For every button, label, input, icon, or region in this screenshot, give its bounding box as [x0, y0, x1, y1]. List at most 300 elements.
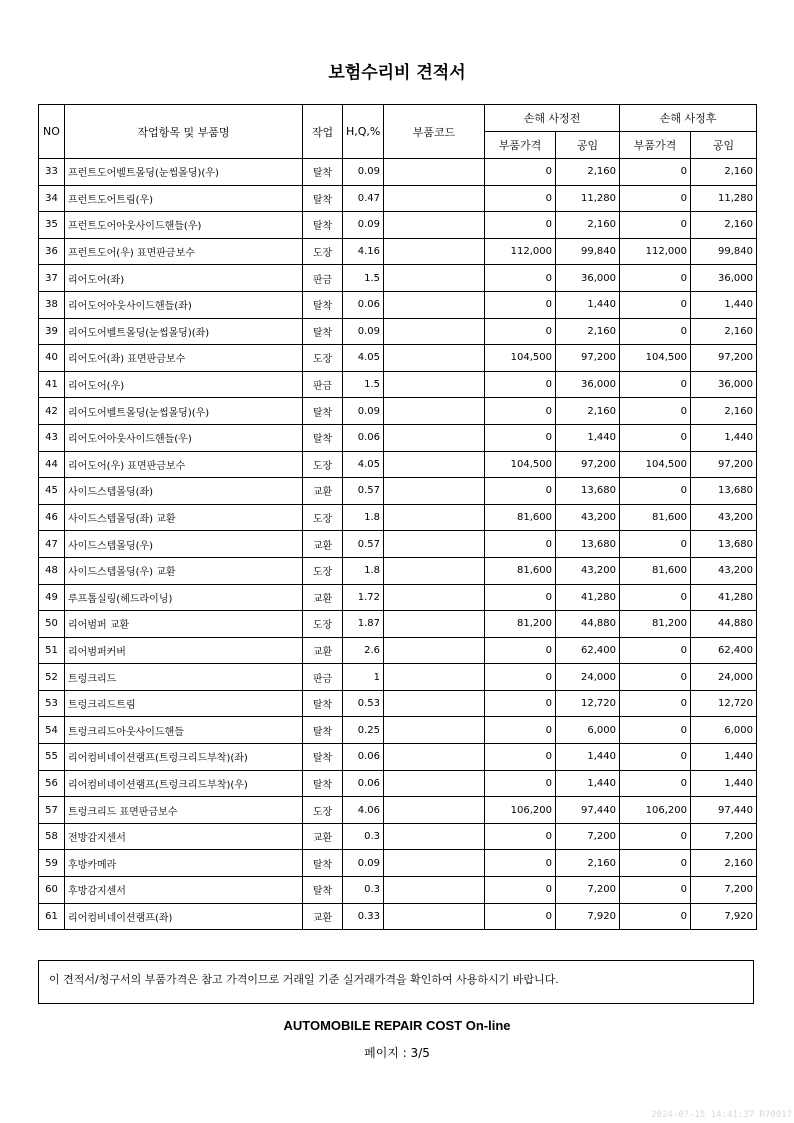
row-work-type: 탈착 — [303, 159, 343, 186]
header-work: 작업 — [303, 105, 343, 159]
footer-brand: AUTOMOBILE REPAIR COST On-line — [283, 1018, 511, 1033]
row-item-name: 리어도어아웃사이드핸들(좌) — [65, 291, 303, 318]
row-before-part-price: 0 — [485, 850, 556, 877]
row-before-labor: 13,680 — [556, 531, 620, 558]
row-hq: 4.06 — [343, 797, 384, 824]
row-hq: 4.05 — [343, 451, 384, 478]
row-no: 52 — [39, 664, 65, 691]
row-before-part-price: 0 — [485, 664, 556, 691]
row-before-part-price: 0 — [485, 265, 556, 292]
row-after-part-price: 81,200 — [620, 611, 691, 638]
table-row — [39, 451, 757, 478]
table-row — [39, 557, 757, 584]
row-before-part-price: 81,600 — [485, 504, 556, 531]
row-hq: 0.09 — [343, 159, 384, 186]
row-before-part-price: 0 — [485, 185, 556, 212]
row-no: 41 — [39, 371, 65, 398]
row-part-code — [384, 371, 485, 398]
row-no: 37 — [39, 265, 65, 292]
row-part-code — [384, 212, 485, 239]
row-after-part-price: 0 — [620, 159, 691, 186]
row-item-name: 리어도어아웃사이드핸들(우) — [65, 424, 303, 451]
row-item-name: 사이드스텝몰딩(좌) 교환 — [65, 504, 303, 531]
row-no: 55 — [39, 744, 65, 771]
row-work-type: 도장 — [303, 504, 343, 531]
row-after-part-price: 0 — [620, 850, 691, 877]
header-hq: H,Q,% — [343, 105, 384, 159]
print-timestamp: 2024-07-15 14:41:37 R70017 — [651, 1110, 792, 1120]
row-before-part-price: 0 — [485, 212, 556, 239]
row-before-labor: 2,160 — [556, 850, 620, 877]
row-work-type: 탈착 — [303, 850, 343, 877]
document-title: 보험수리비 견적서 — [328, 63, 466, 83]
row-no: 36 — [39, 238, 65, 265]
header-after-assessment: 손해 사정후 — [620, 105, 757, 132]
table-row — [39, 690, 757, 717]
table-row — [39, 478, 757, 505]
table-row — [39, 504, 757, 531]
row-after-labor: 2,160 — [691, 159, 757, 186]
row-after-part-price: 0 — [620, 265, 691, 292]
row-item-name: 트렁크리드트림 — [65, 690, 303, 717]
row-no: 46 — [39, 504, 65, 531]
row-work-type: 탈착 — [303, 717, 343, 744]
row-no: 34 — [39, 185, 65, 212]
row-after-part-price: 0 — [620, 398, 691, 425]
row-hq: 0.57 — [343, 531, 384, 558]
row-after-labor: 43,200 — [691, 504, 757, 531]
row-hq: 0.06 — [343, 744, 384, 771]
row-item-name: 사이드스텝몰딩(우) — [65, 531, 303, 558]
header-item: 작업항목 및 부품명 — [65, 105, 303, 159]
row-item-name: 사이드스텝몰딩(좌) — [65, 478, 303, 505]
table-row — [39, 424, 757, 451]
table-row — [39, 291, 757, 318]
row-part-code — [384, 265, 485, 292]
row-hq: 4.16 — [343, 238, 384, 265]
header-after-labor: 공임 — [691, 132, 757, 159]
row-before-part-price: 0 — [485, 371, 556, 398]
row-work-type: 교환 — [303, 531, 343, 558]
row-no: 48 — [39, 557, 65, 584]
row-no: 54 — [39, 717, 65, 744]
table-row — [39, 265, 757, 292]
row-part-code — [384, 611, 485, 638]
row-after-part-price: 81,600 — [620, 557, 691, 584]
row-no: 58 — [39, 823, 65, 850]
row-before-labor: 36,000 — [556, 265, 620, 292]
row-before-part-price: 106,200 — [485, 797, 556, 824]
row-work-type: 탈착 — [303, 185, 343, 212]
row-before-labor: 97,440 — [556, 797, 620, 824]
row-before-part-price: 81,600 — [485, 557, 556, 584]
table-row — [39, 797, 757, 824]
table-row — [39, 664, 757, 691]
row-before-part-price: 0 — [485, 531, 556, 558]
row-after-labor: 44,880 — [691, 611, 757, 638]
table-row — [39, 398, 757, 425]
row-item-name: 후방카메라 — [65, 850, 303, 877]
row-no: 43 — [39, 424, 65, 451]
row-before-labor: 1,440 — [556, 770, 620, 797]
row-part-code — [384, 797, 485, 824]
header-part-code: 부품코드 — [384, 105, 485, 159]
table-row — [39, 345, 757, 372]
row-before-labor: 41,280 — [556, 584, 620, 611]
row-after-labor: 2,160 — [691, 850, 757, 877]
row-after-labor: 24,000 — [691, 664, 757, 691]
row-before-labor: 11,280 — [556, 185, 620, 212]
row-before-part-price: 0 — [485, 877, 556, 904]
row-item-name: 프런트도어아웃사이드핸들(우) — [65, 212, 303, 239]
row-hq: 0.09 — [343, 318, 384, 345]
row-item-name: 리어도어벨트몰딩(눈썹몰딩)(우) — [65, 398, 303, 425]
table-row — [39, 371, 757, 398]
row-no: 59 — [39, 850, 65, 877]
row-item-name: 리어도어벨트몰딩(눈썹몰딩)(좌) — [65, 318, 303, 345]
row-hq: 0.25 — [343, 717, 384, 744]
row-part-code — [384, 770, 485, 797]
row-work-type: 도장 — [303, 557, 343, 584]
row-hq: 0.47 — [343, 185, 384, 212]
row-after-labor: 1,440 — [691, 424, 757, 451]
row-part-code — [384, 531, 485, 558]
row-part-code — [384, 850, 485, 877]
row-before-part-price: 0 — [485, 584, 556, 611]
row-before-labor: 44,880 — [556, 611, 620, 638]
row-part-code — [384, 398, 485, 425]
row-no: 33 — [39, 159, 65, 186]
row-no: 60 — [39, 877, 65, 904]
row-after-labor: 11,280 — [691, 185, 757, 212]
row-item-name: 프런트도어(우) 표면판금보수 — [65, 238, 303, 265]
row-work-type: 교환 — [303, 823, 343, 850]
row-no: 42 — [39, 398, 65, 425]
row-after-labor: 43,200 — [691, 557, 757, 584]
row-before-part-price: 0 — [485, 318, 556, 345]
row-before-part-price: 0 — [485, 744, 556, 771]
row-after-labor: 2,160 — [691, 212, 757, 239]
row-item-name: 프런트도어트림(우) — [65, 185, 303, 212]
row-work-type: 탈착 — [303, 212, 343, 239]
row-after-labor: 7,920 — [691, 903, 757, 930]
row-after-labor: 99,840 — [691, 238, 757, 265]
row-before-labor: 6,000 — [556, 717, 620, 744]
row-no: 49 — [39, 584, 65, 611]
row-after-part-price: 0 — [620, 478, 691, 505]
row-before-labor: 2,160 — [556, 398, 620, 425]
row-work-type: 탈착 — [303, 398, 343, 425]
row-after-part-price: 0 — [620, 185, 691, 212]
row-hq: 2.6 — [343, 637, 384, 664]
row-part-code — [384, 159, 485, 186]
row-after-part-price: 0 — [620, 903, 691, 930]
row-item-name: 리어컴비네이션램프(트렁크리드부착)(우) — [65, 770, 303, 797]
row-item-name: 리어도어(좌) 표면판금보수 — [65, 345, 303, 372]
row-after-part-price: 0 — [620, 717, 691, 744]
row-hq: 0.3 — [343, 823, 384, 850]
row-after-part-price: 0 — [620, 744, 691, 771]
row-before-part-price: 0 — [485, 424, 556, 451]
row-part-code — [384, 877, 485, 904]
row-item-name: 리어도어(우) 표면판금보수 — [65, 451, 303, 478]
row-work-type: 교환 — [303, 478, 343, 505]
row-part-code — [384, 424, 485, 451]
row-before-labor: 1,440 — [556, 744, 620, 771]
row-after-part-price: 0 — [620, 212, 691, 239]
row-hq: 0.06 — [343, 291, 384, 318]
row-after-labor: 1,440 — [691, 291, 757, 318]
row-before-part-price: 104,500 — [485, 345, 556, 372]
row-item-name: 리어도어(우) — [65, 371, 303, 398]
row-before-labor: 62,400 — [556, 637, 620, 664]
table-row — [39, 584, 757, 611]
row-part-code — [384, 185, 485, 212]
row-part-code — [384, 318, 485, 345]
row-before-labor: 7,920 — [556, 903, 620, 930]
row-item-name: 트렁크리드아웃사이드핸들 — [65, 717, 303, 744]
row-after-labor: 13,680 — [691, 478, 757, 505]
row-before-part-price: 0 — [485, 159, 556, 186]
row-after-part-price: 0 — [620, 770, 691, 797]
table-row — [39, 318, 757, 345]
row-after-part-price: 106,200 — [620, 797, 691, 824]
row-work-type: 탈착 — [303, 770, 343, 797]
page-number: 페이지 : 3/5 — [364, 1046, 430, 1060]
row-after-labor: 36,000 — [691, 265, 757, 292]
row-hq: 1.8 — [343, 504, 384, 531]
row-hq: 4.05 — [343, 345, 384, 372]
row-before-part-price: 0 — [485, 398, 556, 425]
row-work-type: 탈착 — [303, 291, 343, 318]
row-no: 61 — [39, 903, 65, 930]
row-hq: 0.33 — [343, 903, 384, 930]
table-row — [39, 238, 757, 265]
row-item-name: 사이드스텝몰딩(우) 교환 — [65, 557, 303, 584]
estimate-table — [38, 104, 757, 930]
row-work-type: 교환 — [303, 584, 343, 611]
row-after-part-price: 104,500 — [620, 451, 691, 478]
row-item-name: 프런트도어벨트몰딩(눈썹몰딩)(우) — [65, 159, 303, 186]
row-after-labor: 36,000 — [691, 371, 757, 398]
row-hq: 0.3 — [343, 877, 384, 904]
row-after-part-price: 0 — [620, 291, 691, 318]
row-after-part-price: 0 — [620, 690, 691, 717]
row-before-part-price: 0 — [485, 717, 556, 744]
row-after-part-price: 0 — [620, 823, 691, 850]
row-part-code — [384, 291, 485, 318]
row-part-code — [384, 451, 485, 478]
row-after-part-price: 0 — [620, 371, 691, 398]
row-hq: 1.5 — [343, 265, 384, 292]
table-row — [39, 850, 757, 877]
row-before-labor: 97,200 — [556, 345, 620, 372]
row-item-name: 루프톱실링(헤드라이닝) — [65, 584, 303, 611]
row-before-labor: 99,840 — [556, 238, 620, 265]
row-part-code — [384, 557, 485, 584]
row-after-part-price: 0 — [620, 318, 691, 345]
row-before-labor: 7,200 — [556, 877, 620, 904]
row-hq: 0.06 — [343, 770, 384, 797]
row-after-labor: 7,200 — [691, 823, 757, 850]
row-after-part-price: 0 — [620, 664, 691, 691]
row-no: 47 — [39, 531, 65, 558]
row-after-part-price: 0 — [620, 531, 691, 558]
table-body — [39, 159, 757, 930]
row-before-part-price: 0 — [485, 770, 556, 797]
table-row — [39, 212, 757, 239]
row-hq: 1.72 — [343, 584, 384, 611]
table-header — [39, 105, 757, 159]
row-work-type: 탈착 — [303, 424, 343, 451]
row-before-part-price: 0 — [485, 478, 556, 505]
row-part-code — [384, 903, 485, 930]
row-after-labor: 13,680 — [691, 531, 757, 558]
row-hq: 0.57 — [343, 478, 384, 505]
row-before-part-price: 0 — [485, 823, 556, 850]
row-hq: 1 — [343, 664, 384, 691]
table-row — [39, 637, 757, 664]
row-part-code — [384, 744, 485, 771]
row-no: 45 — [39, 478, 65, 505]
table-row — [39, 611, 757, 638]
row-work-type: 탈착 — [303, 318, 343, 345]
row-part-code — [384, 823, 485, 850]
row-item-name: 리어범퍼 교환 — [65, 611, 303, 638]
row-hq: 1.87 — [343, 611, 384, 638]
row-before-labor: 43,200 — [556, 557, 620, 584]
row-after-labor: 12,720 — [691, 690, 757, 717]
price-notice: 이 견적서/청구서의 부품가격은 참고 가격이므로 거래일 기준 실거래가격을 확인하여 사용하시기 바랍니다. — [38, 960, 754, 1004]
row-after-part-price: 0 — [620, 877, 691, 904]
row-item-name: 리어컴비네이션램프(좌) — [65, 903, 303, 930]
row-item-name: 트렁크리드 표면판금보수 — [65, 797, 303, 824]
row-work-type: 탈착 — [303, 877, 343, 904]
row-work-type: 탈착 — [303, 690, 343, 717]
row-hq: 1.5 — [343, 371, 384, 398]
row-part-code — [384, 478, 485, 505]
row-after-labor: 6,000 — [691, 717, 757, 744]
row-no: 35 — [39, 212, 65, 239]
row-part-code — [384, 345, 485, 372]
row-item-name: 리어컴비네이션램프(트렁크리드부착)(좌) — [65, 744, 303, 771]
row-no: 53 — [39, 690, 65, 717]
row-part-code — [384, 717, 485, 744]
row-hq: 1.8 — [343, 557, 384, 584]
table-row — [39, 159, 757, 186]
row-before-labor: 7,200 — [556, 823, 620, 850]
row-no: 51 — [39, 637, 65, 664]
row-no: 50 — [39, 611, 65, 638]
table-row — [39, 823, 757, 850]
row-work-type: 탈착 — [303, 744, 343, 771]
row-item-name: 후방감지센서 — [65, 877, 303, 904]
row-before-part-price: 0 — [485, 637, 556, 664]
header-before-assessment: 손해 사정전 — [485, 105, 620, 132]
row-no: 56 — [39, 770, 65, 797]
row-work-type: 도장 — [303, 345, 343, 372]
row-before-labor: 2,160 — [556, 318, 620, 345]
row-before-part-price: 104,500 — [485, 451, 556, 478]
row-after-labor: 41,280 — [691, 584, 757, 611]
row-before-labor: 43,200 — [556, 504, 620, 531]
row-work-type: 도장 — [303, 797, 343, 824]
row-part-code — [384, 584, 485, 611]
row-item-name: 전방감지센서 — [65, 823, 303, 850]
row-before-part-price: 0 — [485, 291, 556, 318]
row-after-part-price: 81,600 — [620, 504, 691, 531]
row-before-labor: 1,440 — [556, 291, 620, 318]
table-row — [39, 531, 757, 558]
row-before-labor: 12,720 — [556, 690, 620, 717]
row-work-type: 도장 — [303, 451, 343, 478]
row-after-part-price: 0 — [620, 584, 691, 611]
row-before-labor: 97,200 — [556, 451, 620, 478]
table-row — [39, 717, 757, 744]
row-hq: 0.09 — [343, 398, 384, 425]
row-no: 57 — [39, 797, 65, 824]
row-before-part-price: 0 — [485, 903, 556, 930]
row-before-labor: 2,160 — [556, 159, 620, 186]
table-row — [39, 770, 757, 797]
row-no: 38 — [39, 291, 65, 318]
table-row — [39, 744, 757, 771]
row-hq: 0.09 — [343, 850, 384, 877]
row-work-type: 판금 — [303, 664, 343, 691]
row-after-labor: 2,160 — [691, 318, 757, 345]
row-part-code — [384, 637, 485, 664]
row-work-type: 교환 — [303, 637, 343, 664]
header-after-part-price: 부품가격 — [620, 132, 691, 159]
table-row — [39, 877, 757, 904]
row-after-part-price: 0 — [620, 424, 691, 451]
row-after-part-price: 0 — [620, 637, 691, 664]
row-hq: 0.09 — [343, 212, 384, 239]
row-item-name: 트렁크리드 — [65, 664, 303, 691]
header-before-labor: 공임 — [556, 132, 620, 159]
table-row — [39, 903, 757, 930]
row-work-type: 교환 — [303, 903, 343, 930]
row-hq: 0.53 — [343, 690, 384, 717]
row-after-labor: 1,440 — [691, 770, 757, 797]
row-before-labor: 13,680 — [556, 478, 620, 505]
row-after-labor: 97,200 — [691, 451, 757, 478]
row-hq: 0.06 — [343, 424, 384, 451]
row-work-type: 판금 — [303, 371, 343, 398]
row-before-part-price: 81,200 — [485, 611, 556, 638]
row-part-code — [384, 238, 485, 265]
row-no: 40 — [39, 345, 65, 372]
row-work-type: 판금 — [303, 265, 343, 292]
row-no: 39 — [39, 318, 65, 345]
row-after-labor: 7,200 — [691, 877, 757, 904]
row-part-code — [384, 664, 485, 691]
row-work-type: 도장 — [303, 238, 343, 265]
row-after-labor: 97,200 — [691, 345, 757, 372]
table-row — [39, 185, 757, 212]
row-work-type: 도장 — [303, 611, 343, 638]
row-before-part-price: 112,000 — [485, 238, 556, 265]
row-item-name: 리어범퍼커버 — [65, 637, 303, 664]
row-after-part-price: 104,500 — [620, 345, 691, 372]
header-before-part-price: 부품가격 — [485, 132, 556, 159]
row-after-part-price: 112,000 — [620, 238, 691, 265]
row-no: 44 — [39, 451, 65, 478]
header-no: NO — [39, 105, 65, 159]
row-before-labor: 1,440 — [556, 424, 620, 451]
row-part-code — [384, 690, 485, 717]
row-before-labor: 24,000 — [556, 664, 620, 691]
